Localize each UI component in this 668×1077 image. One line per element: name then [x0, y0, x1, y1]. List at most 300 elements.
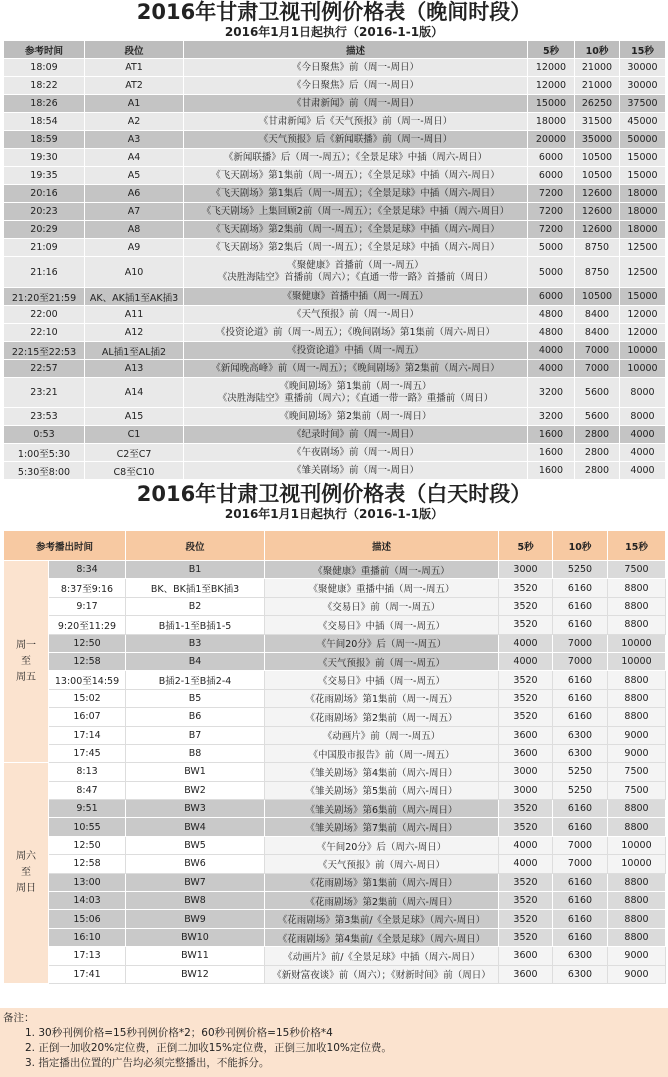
slot-cell: A13 [85, 360, 184, 378]
price-15s-cell: 8800 [608, 910, 666, 928]
price-10s-cell: 5250 [553, 561, 608, 579]
table-row [4, 634, 666, 652]
price-10s-cell: 10500 [575, 288, 620, 306]
column-header-15s: 15秒 [608, 531, 666, 561]
description-cell: 《花雨剧场》第2集前（周一-周五） [265, 708, 499, 726]
price-10s-cell: 7000 [575, 342, 620, 360]
description-cell: 《雏关剧场》第7集前（周六-周日） [265, 818, 499, 836]
price-10s-cell: 6160 [553, 818, 608, 836]
time-cell: 15:02 [49, 689, 126, 707]
evening-title: 2016年甘肃卫视刊例价格表（晚间时段） [136, 0, 532, 24]
slot-cell: BW9 [126, 910, 265, 928]
description-cell: 《飞天剧场》第2集前（周一-周五）；《全景足球》中插（周六-周日） [184, 221, 528, 239]
table-row [4, 818, 666, 836]
description-cell: 《飞天剧场》上集回顾2前（周一-周五）；《全景足球》中插（周六-周日） [184, 203, 528, 221]
time-cell: 5:30至8:00 [4, 462, 85, 480]
price-10s-cell: 26250 [575, 95, 620, 113]
price-5s-cell: 3600 [499, 726, 553, 744]
price-15s-cell: 8800 [608, 928, 666, 946]
price-5s-cell: 3520 [499, 671, 553, 689]
price-5s-cell: 6000 [528, 167, 575, 185]
note-item: 2. 正倒一加收20%定位费，正倒二加收15%定位费，正倒三加收10%定位费。 [25, 1042, 392, 1054]
price-15s-cell: 18000 [620, 185, 666, 203]
price-15s-cell: 8000 [620, 408, 666, 426]
price-5s-cell: 3520 [499, 616, 553, 634]
time-cell: 17:13 [49, 947, 126, 965]
notes-label: 备注： [3, 1012, 35, 1024]
column-header-10s: 10秒 [553, 531, 608, 561]
table-row [4, 873, 666, 891]
price-5s-cell: 20000 [528, 131, 575, 149]
price-5s-cell: 3520 [499, 597, 553, 615]
time-cell: 9:20至11:29 [49, 616, 126, 634]
description-cell: 《新闻晚高峰》前（周一-周五）；《晚间剧场》第2集前（周六-周日） [184, 360, 528, 378]
group-label-line: 至 [21, 867, 31, 879]
slot-cell: C1 [85, 426, 184, 444]
table-row [4, 95, 666, 113]
price-15s-cell: 8800 [608, 800, 666, 818]
price-10s-cell: 5250 [553, 781, 608, 799]
description-cell: 《雏关剧场》第6集前（周六-周日） [265, 800, 499, 818]
slot-cell: BW11 [126, 947, 265, 965]
slot-cell: B4 [126, 652, 265, 670]
price-5s-cell: 3000 [499, 561, 553, 579]
time-cell: 18:22 [4, 77, 85, 95]
price-15s-cell: 7500 [608, 781, 666, 799]
price-10s-cell: 2800 [575, 462, 620, 480]
price-5s-cell: 6000 [528, 288, 575, 306]
price-10s-cell: 21000 [575, 59, 620, 77]
slot-cell: B2 [126, 597, 265, 615]
table-row [4, 59, 666, 77]
table-row [4, 378, 666, 408]
price-15s-cell: 37500 [620, 95, 666, 113]
price-15s-cell: 9000 [608, 965, 666, 983]
description-cell: 《交易日》前（周一-周五） [265, 597, 499, 615]
price-15s-cell: 7500 [608, 763, 666, 781]
table-row [4, 763, 666, 781]
description-cell: 《交易日》中插（周一-周五） [265, 616, 499, 634]
table-row [4, 689, 666, 707]
price-15s-cell: 10000 [608, 634, 666, 652]
price-15s-cell: 10000 [620, 342, 666, 360]
price-10s-cell: 6160 [553, 708, 608, 726]
table-row [4, 462, 666, 480]
price-10s-cell: 12600 [575, 185, 620, 203]
price-5s-cell: 4000 [499, 652, 553, 670]
price-15s-cell: 9000 [608, 947, 666, 965]
note-item: 3. 指定播出位置的广告均必须完整播出，不能拆分。 [25, 1057, 270, 1069]
time-cell: 22:00 [4, 306, 85, 324]
table-row [4, 113, 666, 131]
slot-cell: A1 [85, 95, 184, 113]
table-row [4, 708, 666, 726]
description-cell: 《花雨剧场》第4集前/《全景足球》（周六-周日） [265, 928, 499, 946]
table-row [4, 579, 666, 597]
slot-cell: A15 [85, 408, 184, 426]
evening-subtitle: 2016年1月1日起执行（2016-1-1版） [224, 25, 444, 39]
description-cell: 《投资论道》中插（周一-周五） [184, 342, 528, 360]
slot-cell: AT2 [85, 77, 184, 95]
table-row [4, 167, 666, 185]
table-row [4, 597, 666, 615]
price-15s-cell: 8000 [620, 378, 666, 408]
group-weekend-cell [4, 763, 49, 984]
price-10s-cell: 6160 [553, 579, 608, 597]
price-10s-cell: 6160 [553, 689, 608, 707]
slot-cell: A7 [85, 203, 184, 221]
table-row [4, 444, 666, 462]
price-15s-cell: 8800 [608, 671, 666, 689]
description-cell: 《聚健康》重播中插（周一-周五） [265, 579, 499, 597]
table-row [4, 306, 666, 324]
day-subtitle: 2016年1月1日起执行（2016-1-1版） [224, 507, 444, 521]
table-row [4, 561, 666, 579]
column-header-description: 描述 [265, 531, 499, 561]
price-5s-cell: 4000 [499, 855, 553, 873]
time-cell: 23:21 [4, 378, 85, 408]
price-15s-cell: 8800 [608, 892, 666, 910]
description-cell: 《飞天剧场》第1集后（周一-周五）；《全景足球》中插（周六-周日） [184, 185, 528, 203]
price-5s-cell: 6000 [528, 149, 575, 167]
table-row [4, 910, 666, 928]
price-15s-cell: 4000 [620, 462, 666, 480]
slot-cell: A11 [85, 306, 184, 324]
price-15s-cell: 8800 [608, 689, 666, 707]
time-cell: 21:20至21:59 [4, 288, 85, 306]
table-row [4, 781, 666, 799]
price-15s-cell: 7500 [608, 561, 666, 579]
table-row [4, 257, 666, 288]
price-15s-cell: 8800 [608, 597, 666, 615]
price-5s-cell: 3000 [499, 781, 553, 799]
slot-cell: B8 [126, 744, 265, 762]
price-5s-cell: 3520 [499, 689, 553, 707]
slot-cell: B3 [126, 634, 265, 652]
slot-cell: BW4 [126, 818, 265, 836]
time-cell: 20:29 [4, 221, 85, 239]
price-10s-cell: 6300 [553, 726, 608, 744]
description-cell: 《雏关剧场》第4集前（周六-周日） [265, 763, 499, 781]
time-cell: 13:00 [49, 873, 126, 891]
slot-cell: BW8 [126, 892, 265, 910]
time-cell: 8:34 [49, 561, 126, 579]
table-row [4, 855, 666, 873]
price-15s-cell: 50000 [620, 131, 666, 149]
description-cell: 《聚健康》首播前（周一-周五） 《决胜海陆空》首播前（周六）；《直通一带一路》首播前（周日） [184, 257, 528, 288]
price-5s-cell: 12000 [528, 77, 575, 95]
price-15s-cell: 15000 [620, 288, 666, 306]
slot-cell: B插2-1至B插2-4 [126, 671, 265, 689]
time-cell: 17:41 [49, 965, 126, 983]
price-15s-cell: 30000 [620, 77, 666, 95]
price-5s-cell: 3520 [499, 873, 553, 891]
time-cell: 22:57 [4, 360, 85, 378]
evening-header-row [4, 41, 666, 59]
price-5s-cell: 4000 [528, 360, 575, 378]
price-15s-cell: 45000 [620, 113, 666, 131]
slot-cell: BK、BK插1至BK插3 [126, 579, 265, 597]
price-5s-cell: 3600 [499, 744, 553, 762]
evening-price-table [3, 40, 666, 480]
table-row [4, 744, 666, 762]
slot-cell: C2至C7 [85, 444, 184, 462]
slot-cell: BW2 [126, 781, 265, 799]
day-section [0, 482, 668, 984]
time-cell: 10:55 [49, 818, 126, 836]
table-row [4, 149, 666, 167]
time-cell: 8:37至9:16 [49, 579, 126, 597]
time-cell: 19:35 [4, 167, 85, 185]
time-cell: 9:17 [49, 597, 126, 615]
price-5s-cell: 3200 [528, 378, 575, 408]
slot-cell: BW7 [126, 873, 265, 891]
price-15s-cell: 9000 [608, 726, 666, 744]
column-header-10s: 10秒 [575, 41, 620, 59]
time-cell: 0:53 [4, 426, 85, 444]
slot-cell: B5 [126, 689, 265, 707]
price-10s-cell: 6160 [553, 671, 608, 689]
day-price-table [3, 530, 666, 984]
table-row [4, 800, 666, 818]
column-header-5s: 5秒 [499, 531, 553, 561]
time-cell: 21:09 [4, 239, 85, 257]
price-5s-cell: 4000 [528, 342, 575, 360]
description-cell: 《天气预报》后《新闻联播》前（周一-周日） [184, 131, 528, 149]
price-15s-cell: 18000 [620, 221, 666, 239]
price-5s-cell: 4000 [499, 634, 553, 652]
price-15s-cell: 10000 [608, 855, 666, 873]
time-cell: 22:10 [4, 324, 85, 342]
time-cell: 17:45 [49, 744, 126, 762]
description-cell: 《交易日》中插（周一-周五） [265, 671, 499, 689]
price-5s-cell: 1600 [528, 426, 575, 444]
price-10s-cell: 6160 [553, 910, 608, 928]
column-header-slot: 段位 [85, 41, 184, 59]
price-5s-cell: 3520 [499, 579, 553, 597]
table-row [4, 203, 666, 221]
price-10s-cell: 35000 [575, 131, 620, 149]
price-5s-cell: 3520 [499, 800, 553, 818]
price-10s-cell: 12600 [575, 203, 620, 221]
day-title: 2016年甘肃卫视刊例价格表（白天时段） [136, 482, 532, 506]
price-15s-cell: 4000 [620, 426, 666, 444]
price-5s-cell: 3520 [499, 708, 553, 726]
time-cell: 22:15至22:53 [4, 342, 85, 360]
time-cell: 17:14 [49, 726, 126, 744]
price-10s-cell: 2800 [575, 444, 620, 462]
description-cell: 《午间20分》后（周六-周日） [265, 836, 499, 854]
time-cell: 16:07 [49, 708, 126, 726]
price-10s-cell: 5600 [575, 378, 620, 408]
price-10s-cell: 7000 [553, 855, 608, 873]
day-header-row [4, 531, 666, 561]
slot-cell: AK、AK插1至AK插3 [85, 288, 184, 306]
table-row [4, 221, 666, 239]
slot-cell: BW6 [126, 855, 265, 873]
time-cell: 16:10 [49, 928, 126, 946]
column-header-description: 描述 [184, 41, 528, 59]
description-cell: 《雏关剧场》第5集前（周六-周日） [265, 781, 499, 799]
price-15s-cell: 10000 [608, 836, 666, 854]
price-5s-cell: 3520 [499, 818, 553, 836]
description-cell: 《飞天剧场》第1集前（周一-周五）；《全景足球》中插（周六-周日） [184, 167, 528, 185]
description-cell: 《天气预报》前（周一-周日） [184, 306, 528, 324]
description-cell: 《甘肃新闻》前（周一-周日） [184, 95, 528, 113]
description-cell: 《午夜剧场》前（周一-周日） [184, 444, 528, 462]
slot-cell: A4 [85, 149, 184, 167]
slot-cell: B1 [126, 561, 265, 579]
price-5s-cell: 15000 [528, 95, 575, 113]
time-cell: 21:16 [4, 257, 85, 288]
time-cell: 1:00至5:30 [4, 444, 85, 462]
time-cell: 13:00至14:59 [49, 671, 126, 689]
time-cell: 8:13 [49, 763, 126, 781]
time-cell: 18:09 [4, 59, 85, 77]
description-cell: 《新财富夜谈》前（周六）；《财新时间》前（周日） [265, 965, 499, 983]
price-15s-cell: 15000 [620, 149, 666, 167]
slot-cell: A9 [85, 239, 184, 257]
time-cell: 12:50 [49, 836, 126, 854]
price-10s-cell: 6160 [553, 873, 608, 891]
price-10s-cell: 5600 [575, 408, 620, 426]
price-15s-cell: 12500 [620, 239, 666, 257]
description-cell: 《天气预报》前（周一-周五） [265, 652, 499, 670]
table-row [4, 77, 666, 95]
column-header-air-time: 参考播出时间 [4, 531, 126, 561]
slot-cell: A3 [85, 131, 184, 149]
slot-cell: BW5 [126, 836, 265, 854]
slot-cell: B插1-1至B插1-5 [126, 616, 265, 634]
description-cell: 《花雨剧场》第1集前（周一-周五） [265, 689, 499, 707]
description-cell: 《动画片》前（周一-周五） [265, 726, 499, 744]
column-header-5s: 5秒 [528, 41, 575, 59]
description-cell: 《天气预报》前（周六-周日） [265, 855, 499, 873]
description-cell: 《新闻联播》后（周一-周五）；《全景足球》中插（周六-周日） [184, 149, 528, 167]
price-15s-cell: 10000 [620, 360, 666, 378]
slot-cell: B6 [126, 708, 265, 726]
price-10s-cell: 7000 [553, 634, 608, 652]
slot-cell: BW10 [126, 928, 265, 946]
description-cell: 《聚健康》首播中插（周一-周五） [184, 288, 528, 306]
price-10s-cell: 8750 [575, 239, 620, 257]
price-15s-cell: 30000 [620, 59, 666, 77]
price-15s-cell: 10000 [608, 652, 666, 670]
time-cell: 18:26 [4, 95, 85, 113]
table-row [4, 726, 666, 744]
slot-cell: BW3 [126, 800, 265, 818]
price-10s-cell: 6160 [553, 800, 608, 818]
slot-cell: AL插1至AL插2 [85, 342, 184, 360]
table-row [4, 616, 666, 634]
price-5s-cell: 5000 [528, 239, 575, 257]
time-cell: 18:59 [4, 131, 85, 149]
slot-cell: A5 [85, 167, 184, 185]
description-cell: 《今日聚焦》前（周一-周日） [184, 59, 528, 77]
description-cell: 《午间20分》后（周一-周五） [265, 634, 499, 652]
group-weekday-cell [4, 561, 49, 763]
price-5s-cell: 1600 [528, 462, 575, 480]
price-15s-cell: 8800 [608, 708, 666, 726]
time-cell: 15:06 [49, 910, 126, 928]
price-5s-cell: 4000 [499, 836, 553, 854]
price-5s-cell: 3520 [499, 910, 553, 928]
price-5s-cell: 5000 [528, 257, 575, 288]
table-row [4, 342, 666, 360]
description-cell: 《花雨剧场》第1集前（周六-周日） [265, 873, 499, 891]
price-10s-cell: 10500 [575, 149, 620, 167]
price-15s-cell: 12000 [620, 306, 666, 324]
price-10s-cell: 6160 [553, 892, 608, 910]
slot-cell: A2 [85, 113, 184, 131]
description-cell: 《今日聚焦》后（周一-周日） [184, 77, 528, 95]
price-5s-cell: 1600 [528, 444, 575, 462]
price-5s-cell: 3600 [499, 965, 553, 983]
price-10s-cell: 2800 [575, 426, 620, 444]
description-cell: 《花雨剧场》第3集前/《全景足球》（周六-周日） [265, 910, 499, 928]
price-5s-cell: 18000 [528, 113, 575, 131]
description-cell: 《晚间剧场》第2集前（周一-周日） [184, 408, 528, 426]
slot-cell: AT1 [85, 59, 184, 77]
table-row [4, 652, 666, 670]
table-row [4, 360, 666, 378]
description-cell: 《晚间剧场》第1集前（周一-周五） 《决胜海陆空》重播前（周六）；《直通一带一路》重播前（周日） [184, 378, 528, 408]
description-cell: 《动画片》前/《全景足球》中插（周六-周日） [265, 947, 499, 965]
price-15s-cell: 15000 [620, 167, 666, 185]
time-cell: 12:58 [49, 855, 126, 873]
price-5s-cell: 4800 [528, 306, 575, 324]
table-row [4, 947, 666, 965]
price-10s-cell: 6160 [553, 597, 608, 615]
slot-cell: B7 [126, 726, 265, 744]
table-row [4, 965, 666, 983]
description-cell: 《花雨剧场》第2集前（周六-周日） [265, 892, 499, 910]
notes-box [0, 1008, 668, 1077]
table-row [4, 408, 666, 426]
table-row [4, 288, 666, 306]
price-10s-cell: 8400 [575, 324, 620, 342]
price-10s-cell: 6300 [553, 947, 608, 965]
price-5s-cell: 3520 [499, 928, 553, 946]
price-5s-cell: 12000 [528, 59, 575, 77]
price-5s-cell: 3200 [528, 408, 575, 426]
price-10s-cell: 8400 [575, 306, 620, 324]
price-10s-cell: 7000 [575, 360, 620, 378]
table-row [4, 324, 666, 342]
table-row [4, 836, 666, 854]
description-cell: 《中国股市报告》前（周一-周五） [265, 744, 499, 762]
group-label-line: 至 [21, 655, 31, 667]
description-cell: 《投资论道》前（周一-周五）；《晚间剧场》第1集前（周六-周日） [184, 324, 528, 342]
column-header-time: 参考时间 [4, 41, 85, 59]
group-label-line: 周五 [16, 671, 36, 683]
price-15s-cell: 8800 [608, 616, 666, 634]
price-10s-cell: 7000 [553, 652, 608, 670]
price-5s-cell: 3520 [499, 892, 553, 910]
price-10s-cell: 8750 [575, 257, 620, 288]
price-15s-cell: 9000 [608, 744, 666, 762]
table-row [4, 239, 666, 257]
table-row [4, 892, 666, 910]
price-10s-cell: 6160 [553, 616, 608, 634]
time-cell: 20:23 [4, 203, 85, 221]
table-row [4, 185, 666, 203]
price-15s-cell: 18000 [620, 203, 666, 221]
time-cell: 19:30 [4, 149, 85, 167]
description-cell: 《纪录时间》前（周一-周日） [184, 426, 528, 444]
price-15s-cell: 8800 [608, 818, 666, 836]
slot-cell: A10 [85, 257, 184, 288]
